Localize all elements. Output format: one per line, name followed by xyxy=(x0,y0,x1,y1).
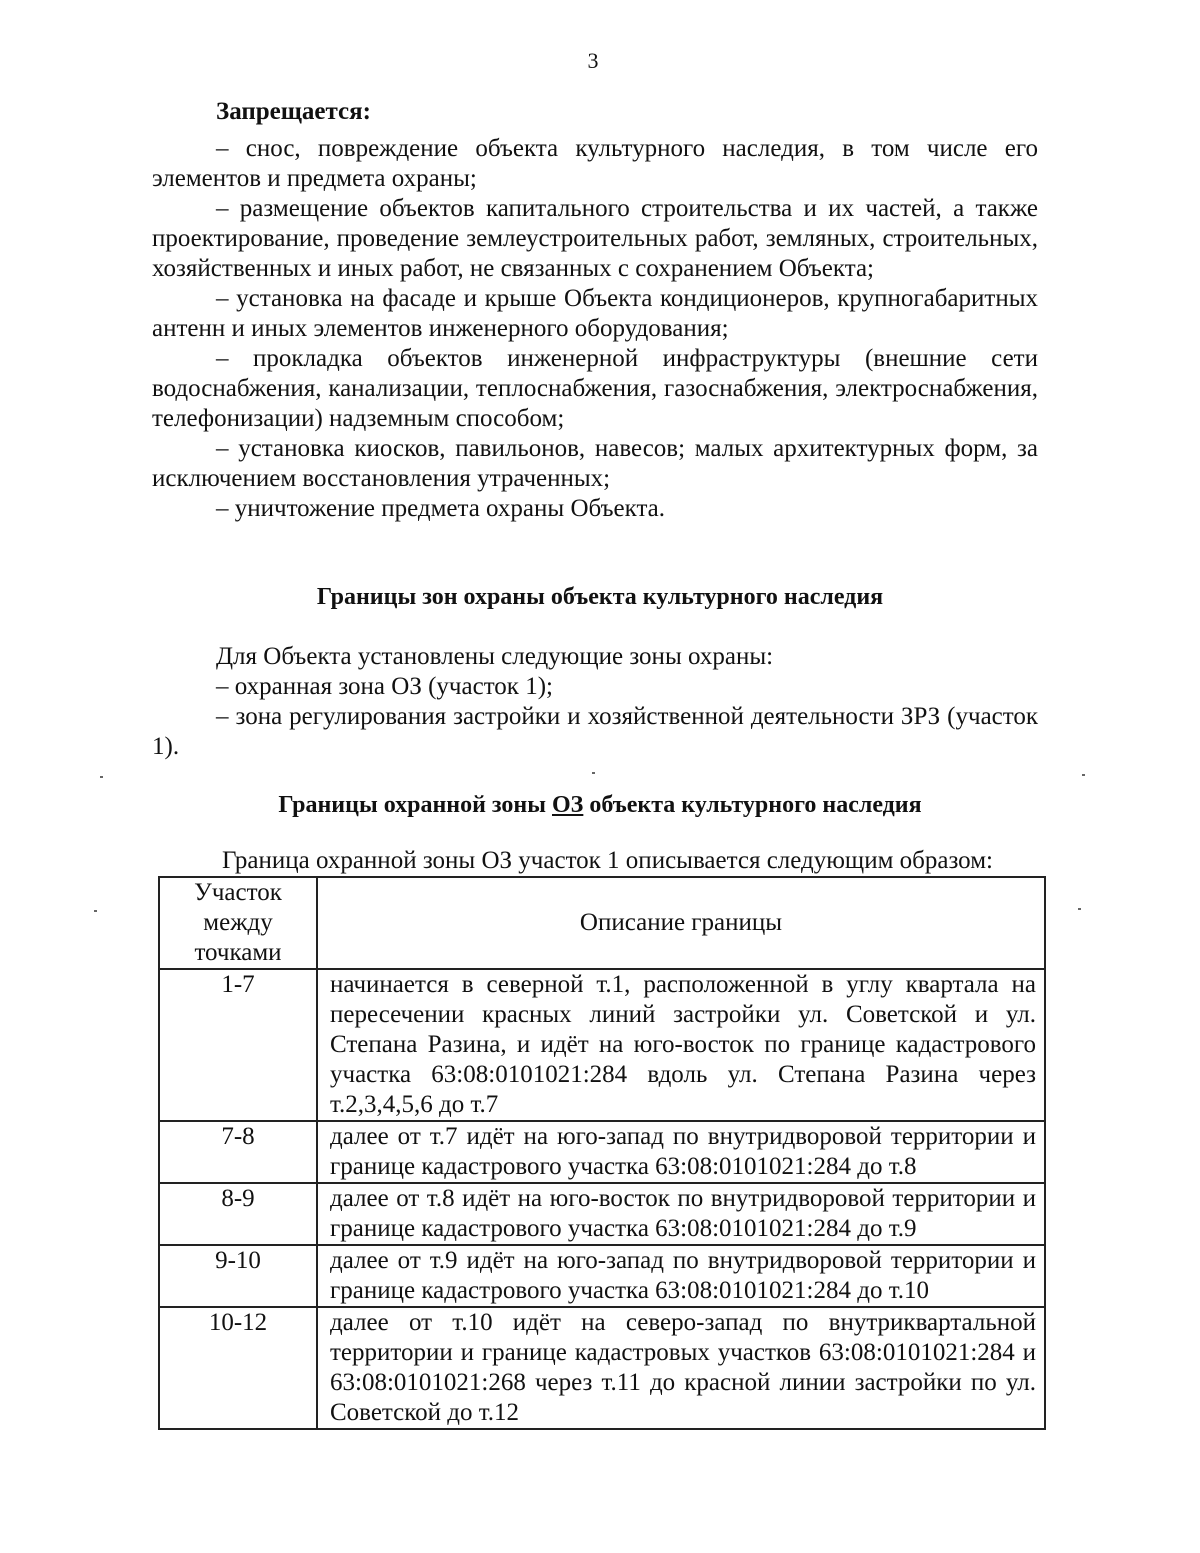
table-row xyxy=(159,969,1045,1121)
row-section: 1-7 xyxy=(159,969,317,1121)
zones-section-title: Границы зон охраны объекта культурного наследия xyxy=(316,584,884,610)
page-number: 3 xyxy=(587,48,599,73)
zones-intro: Для Объекта установлены следующие зоны охраны: xyxy=(216,643,774,670)
scan-speck xyxy=(94,910,97,912)
row-description: далее от т.8 идёт на юго-восток по внутридворовой территории и границе кадастрового участка 63:08:0101021:284 до т.9 xyxy=(317,1183,1045,1245)
row-description: далее от т.9 идёт на юго-запад по внутридворовой территории и границе кадастрового участка 63:08:0101021:284 до т.10 xyxy=(317,1245,1045,1307)
prohibited-item-kiosks: – установка киосков, павильонов, навесов; малых архитектурных форм, за исключением восстановления утраченных; xyxy=(152,435,1038,492)
header-description: Описание границы xyxy=(317,877,1045,969)
table-row xyxy=(159,1307,1045,1429)
zone-item-oz: – охранная зона ОЗ (участок 1); xyxy=(216,673,553,700)
prohibited-item-demolition: – снос, повреждение объекта культурного наследия, в том числе его элементов и предмета охраны; xyxy=(152,135,1038,192)
zones-list xyxy=(152,642,1038,762)
row-section: 8-9 xyxy=(159,1183,317,1245)
row-section: 9-10 xyxy=(159,1245,317,1307)
oz-title-before: Границы охранной зоны xyxy=(278,792,552,818)
scan-speck xyxy=(100,776,103,778)
row-section: 7-8 xyxy=(159,1121,317,1183)
zone-item-zrz: – зона регулирования застройки и хозяйственной деятельности ЗРЗ (участок 1). xyxy=(152,703,1038,760)
prohibited-list xyxy=(152,134,1038,524)
prohibited-item-construction: – размещение объектов капитального строительства и их частей, а также проектирование, проведение землеустроительных работ, земляных, строительных, хозяйственных и иных работ, не связанных с сохранением Объекта; xyxy=(152,195,1038,282)
prohibited-item-destruction: – уничтожение предмета охраны Объекта. xyxy=(216,495,666,522)
row-description: начинается в северной т.1, расположенной в углу квартала на пересечении красных линий застройки ул. Советской и ул. Степана Разина, и идёт на юго-восток по границе кадастрового участка 63:08:0101021:284 вдоль ул. Степана Разина через т.2,3,4,5,6 до т.7 xyxy=(317,969,1045,1121)
prohibited-item-facade-equipment: – установка на фасаде и крыше Объекта кондиционеров, крупногабаритных антенн и иных элементов инженерного оборудования; xyxy=(152,285,1038,342)
row-section: 10-12 xyxy=(159,1307,317,1429)
prohibited-title: Запрещается: xyxy=(216,98,372,125)
scan-speck xyxy=(592,772,595,774)
table-header-row xyxy=(159,877,1045,969)
table-row xyxy=(159,1183,1045,1245)
row-description: далее от т.7 идёт на юго-запад по внутридворовой территории и границе кадастрового участка 63:08:0101021:284 до т.8 xyxy=(317,1121,1045,1183)
scan-speck xyxy=(1082,774,1085,776)
row-description: далее от т.10 идёт на северо-запад по внутриквартальной территории и границе кадастровых участков 63:08:0101021:284 и 63:08:0101021:268 через т.11 до красной линии застройки по ул. Советской до т.12 xyxy=(317,1307,1045,1429)
oz-title-code: ОЗ xyxy=(552,792,584,818)
oz-section-title xyxy=(0,792,1200,819)
table-row xyxy=(159,1245,1045,1307)
oz-title-after: объекта культурного наследия xyxy=(583,792,922,818)
scan-speck xyxy=(1078,908,1081,910)
table-row xyxy=(159,1121,1045,1183)
prohibited-item-infrastructure: – прокладка объектов инженерной инфраструктуры (внешние сети водоснабжения, канализации, теплоснабжения, газоснабжения, электроснабжения, телефонизации) надземным способом; xyxy=(152,345,1038,432)
boundary-table xyxy=(158,876,1046,1430)
header-section: Участок между точками xyxy=(159,877,317,969)
table-intro: Граница охранной зоны ОЗ участок 1 описывается следующим образом: xyxy=(222,846,993,878)
